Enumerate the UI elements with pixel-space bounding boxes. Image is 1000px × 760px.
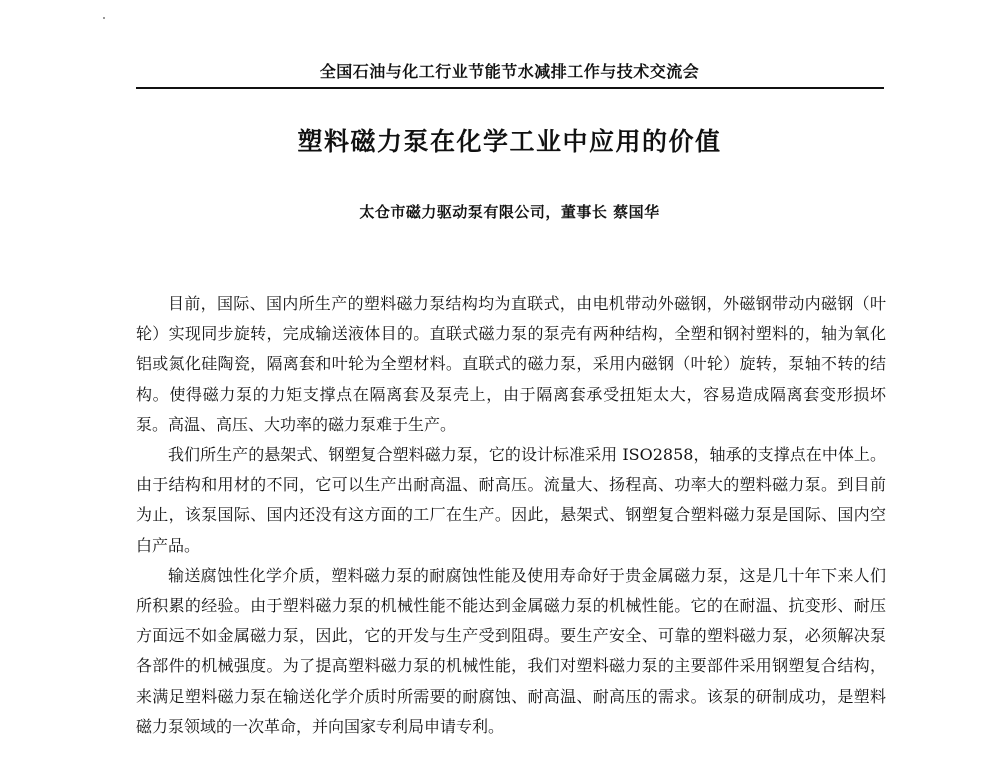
paper-title: 塑料磁力泵在化学工业中应用的价值 bbox=[297, 127, 722, 156]
body-text bbox=[136, 289, 886, 742]
header-rule bbox=[136, 87, 884, 89]
author-byline: 太仓市磁力驱动泵有限公司，董事长 蔡国华 bbox=[359, 203, 660, 221]
paragraph-2: 我们所生产的悬架式、钢塑复合塑料磁力泵，它的设计标准采用 ISO2858，轴承的支撑点在中体上。由于结构和用材的不同，它可以生产出耐高温、耐高压。流量大、扬程高、功率大的塑料磁力泵。到目前为止，该泵国际、国内还没有这方面的工厂在生产。因此，悬架式、钢塑复合塑料磁力泵是国际、国内空白产品。 bbox=[136, 445, 886, 555]
scan-speck bbox=[103, 17, 105, 19]
paragraph-3: 输送腐蚀性化学介质，塑料磁力泵的耐腐蚀性能及使用寿命好于贵金属磁力泵，这是几十年下来人们所积累的经验。由于塑料磁力泵的机械性能不能达到金属磁力泵的机械性能。它的在耐温、抗变形、耐压方面远不如金属磁力泵，因此，它的开发与生产受到阻碍。要生产安全、可靠的塑料磁力泵，必须解决泵各部件的机械强度。为了提高塑料磁力泵的机械性能，我们对塑料磁力泵的主要部件采用钢塑复合结构，来满足塑料磁力泵在输送化学介质时所需要的耐腐蚀、耐高温、耐高压的需求。该泵的研制成功，是塑料磁力泵领域的一次革命，并向国家专利局申请专利。 bbox=[136, 565, 886, 736]
paragraph-1: 目前，国际、国内所生产的塑料磁力泵结构均为直联式，由电机带动外磁钢，外磁钢带动内磁钢（叶轮）实现同步旋转，完成输送液体目的。直联式磁力泵的泵壳有两种结构，全塑和钢衬塑料的，轴为氧化铝或氮化硅陶瓷，隔离套和叶轮为全塑材料。直联式的磁力泵，采用内磁钢（叶轮）旋转，泵轴不转的结构。使得磁力泵的力矩支撑点在隔离套及泵壳上，由于隔离套承受扭矩太大，容易造成隔离套变形损坏泵。高温、高压、大功率的磁力泵难于生产。 bbox=[136, 294, 886, 434]
running-header: 全国石油与化工行业节能节水减排工作与技术交流会 bbox=[319, 62, 700, 81]
